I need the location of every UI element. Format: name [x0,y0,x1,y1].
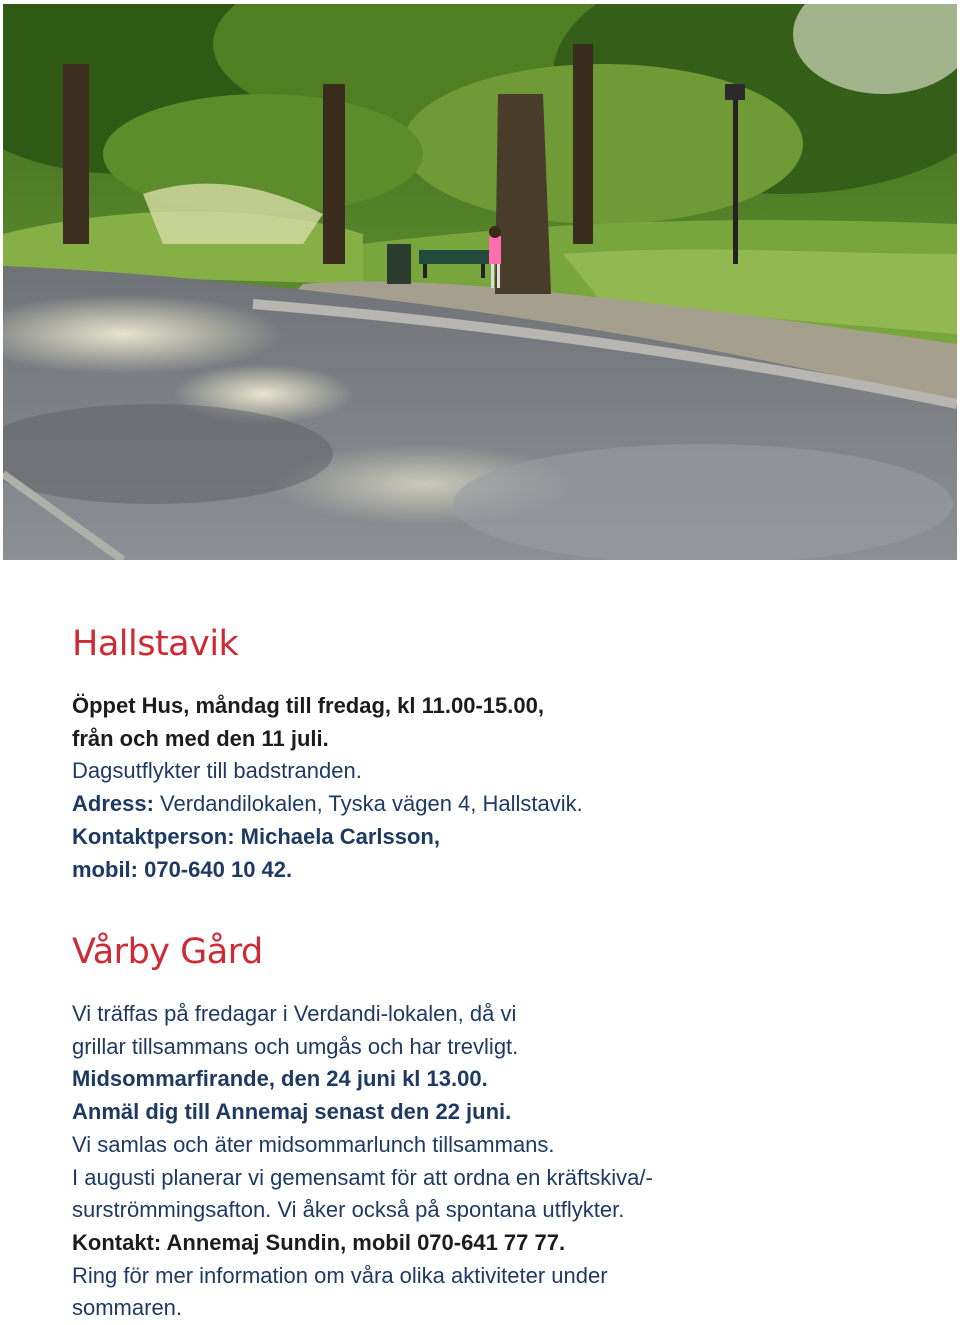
address-label: Adress: [72,791,154,817]
hallstavik-address [72,788,892,821]
heading-hallstavik: Hallstavik [72,624,239,664]
varby-line-6: I augusti planerar vi gemensamt för att ordna en kräftskiva/- [72,1164,653,1190]
varby-line-2: grillar tillsammans och umgås och har trevligt. [72,1033,519,1059]
hallstavik-open-hours: Öppet Hus, måndag till fredag, kl 11.00-15.00, [72,693,544,718]
varby-line-9: Ring för mer information om våra olika aktiviteter under [72,1262,608,1288]
varby-line-5: Vi samlas och äter midsommarlunch tillsammans. [72,1131,555,1157]
varby-contact: Kontakt: Annemaj Sundin, mobil 070-641 77 77. [72,1229,566,1255]
hallstavik-start-date: från och med den 11 juli. [72,725,329,751]
hallstavik-day-trips: Dagsutflykter till badstranden. [72,758,362,784]
park-road-photo-icon [3,4,957,560]
hallstavik-info [72,690,892,886]
varby-line-1: Vi träffas på fredagar i Verdandi-lokalen, då vi [72,1001,517,1026]
hallstavik-contact-person: Kontaktperson: Michaela Carlsson, [72,823,440,849]
varby-line-7: surströmmingsafton. Vi åker också på spontana utflykter. [72,1197,625,1223]
varby-register: Anmäl dig till Annemaj senast den 22 juni. [72,1099,512,1125]
hallstavik-mobile: mobil: 070-640 10 42. [72,856,293,882]
heading-varby-gard: Vårby Gård [72,932,263,972]
varby-info [72,998,892,1325]
varby-line-10: sommaren. [72,1295,183,1321]
varby-midsummer: Midsommarfirande, den 24 juni kl 13.00. [72,1066,488,1092]
address-value: Verdandilokalen, Tyska vägen 4, Hallstavik. [153,791,583,817]
park-road-photo [3,4,957,560]
